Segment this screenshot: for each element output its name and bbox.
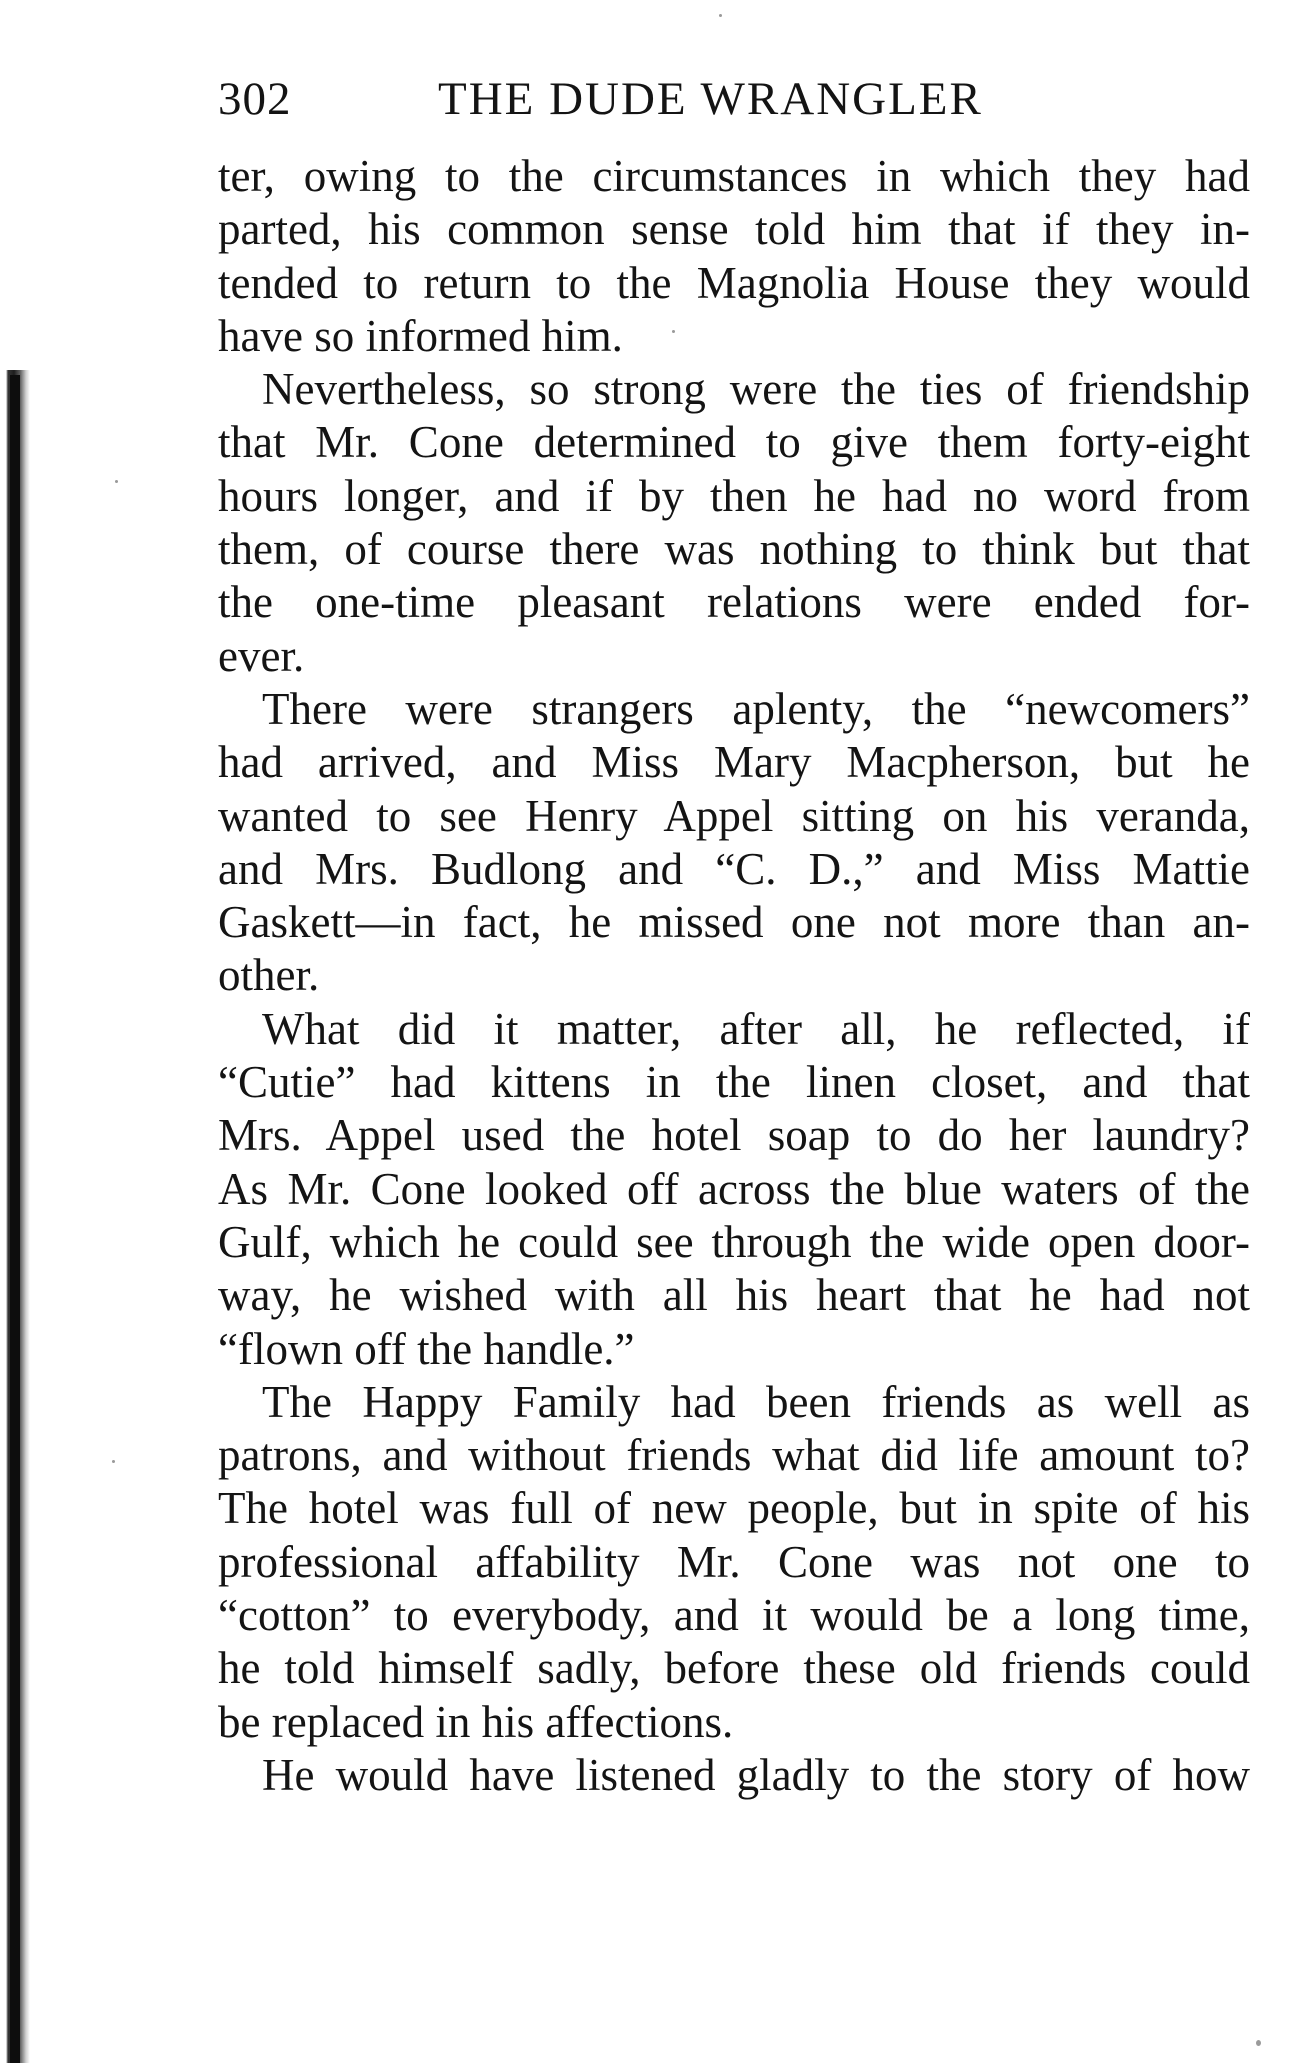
paragraph-first-line: There were strangers aplenty, the “newcomers” — [262, 683, 1250, 734]
scan-speck — [719, 14, 722, 17]
text-line: ever. — [218, 630, 305, 681]
paragraph-first-line: What did it matter, after all, he reflected, if — [262, 1003, 1250, 1054]
text-line: he told himself sadly, before these old friends could — [218, 1643, 1250, 1694]
running-head — [218, 72, 1248, 132]
text-line: way, he wished with all his heart that he had not — [218, 1270, 1250, 1321]
text-line: that Mr. Cone determined to give them forty-eight — [218, 417, 1250, 468]
text-line: Gulf, which he could see through the wide open door- — [218, 1216, 1250, 1267]
text-line: professional affability Mr. Cone was not one to — [218, 1536, 1250, 1587]
text-line: them, of course there was nothing to think but that — [218, 524, 1250, 575]
text-line: Gaskett—in fact, he missed one not more than an- — [218, 897, 1250, 948]
text-line: Mrs. Appel used the hotel soap to do her laundry? — [218, 1110, 1250, 1161]
text-line: “cotton” to everybody, and it would be a long time, — [218, 1590, 1250, 1641]
book-title: THE DUDE WRANGLER — [438, 73, 983, 125]
paragraph-first-line: Nevertheless, so strong were the ties of friendship — [262, 364, 1250, 415]
text-line: had arrived, and Miss Mary Macpherson, but he — [218, 737, 1250, 788]
scan-speck — [115, 480, 118, 483]
text-line: wanted to see Henry Appel sitting on his veranda, — [218, 790, 1250, 841]
page-text — [218, 150, 1250, 1802]
text-line: As Mr. Cone looked off across the blue waters of the — [218, 1163, 1250, 1214]
text-line: patrons, and without friends what did life amount to? — [218, 1430, 1250, 1481]
text-line: other. — [218, 950, 320, 1001]
text-line: The hotel was full of new people, but in spite of his — [218, 1483, 1250, 1534]
text-line: tended to return to the Magnolia House they would — [218, 257, 1250, 308]
text-line: hours longer, and if by then he had no word from — [218, 470, 1250, 521]
paragraph-first-line: The Happy Family had been friends as well as — [262, 1376, 1250, 1427]
text-line: “flown off the handle.” — [218, 1323, 635, 1374]
scan-speck — [1256, 2040, 1261, 2046]
paragraph-first-line: He would have listened gladly to the story of how — [262, 1749, 1250, 1800]
binding-gutter-line — [10, 375, 20, 2063]
text-line: parted, his common sense told him that if they in- — [218, 204, 1250, 255]
text-line: be replaced in his affections. — [218, 1696, 734, 1747]
page-number: 302 — [218, 73, 292, 125]
text-line: “Cutie” had kittens in the linen closet, and that — [218, 1057, 1250, 1108]
text-line: have so informed him. — [218, 310, 623, 361]
text-line: the one-time pleasant relations were ended for- — [218, 577, 1250, 628]
text-line: and Mrs. Budlong and “C. D.,” and Miss Mattie — [218, 843, 1250, 894]
scan-speck — [112, 1460, 115, 1463]
text-line: ter, owing to the circumstances in which they had — [218, 151, 1250, 201]
